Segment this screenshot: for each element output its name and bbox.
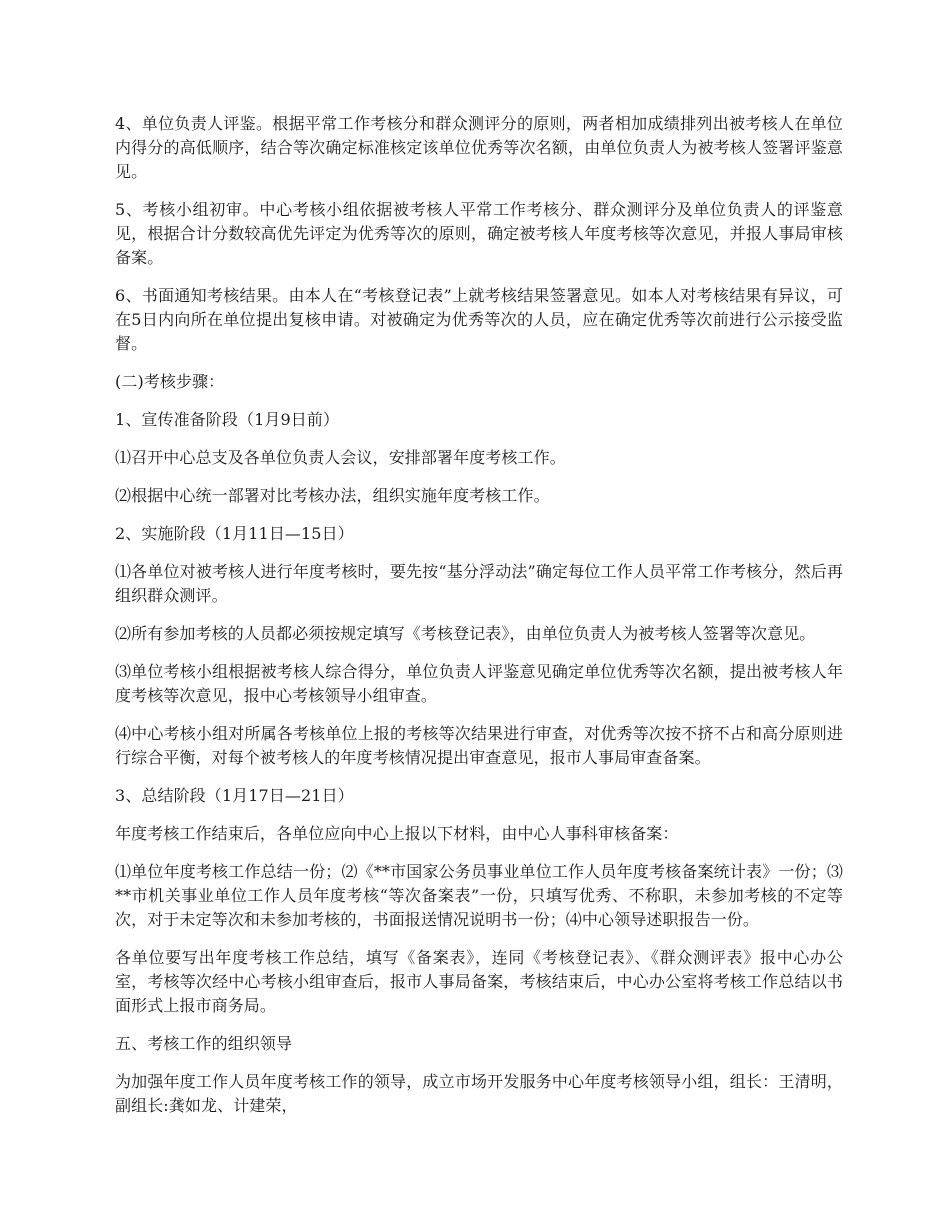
list-item-implementation-3: ⑶单位考核小组根据被考核人综合得分，单位负责人评鉴意见确定单位优秀等次名额，提出被考核人年度考核等次意见，报中心考核领导小组审查。 [115, 662, 843, 705]
paragraph-summary-intro: 年度考核工作结束后，各单位应向中心上报以下材料，由中心人事科审核备案： [115, 824, 679, 843]
section-heading-organization: 五、考核工作的组织领导 [115, 1034, 293, 1053]
paragraph-materials-list: ⑴单位年度考核工作总结一份；⑵《**市国家公务员事业单位工作人员年度考核备案统计表》一份；⑶**市机关事业单位工作人员年度考核“等次备案表”一份，只填写优秀、不称职，未参加考核的不定等次，对于未定等次和未参加考核的，书面报送情况说明书一份；⑷中心领导述职报告一份。 [115, 862, 843, 929]
list-item-preparation-1: ⑴召开中心总支及各单位负责人会议，安排部署年度考核工作。 [115, 448, 566, 467]
step-heading-implementation: 2、实施阶段（1月11日—15日） [115, 524, 354, 543]
step-heading-preparation: 1、宣传准备阶段（1月9日前） [115, 410, 340, 429]
list-item-preparation-2: ⑵根据中心统一部署对比考核办法，组织实施年度考核工作。 [115, 486, 550, 505]
paragraph-preliminary-review: 5、考核小组初审。中心考核小组依据被考核人平常工作考核分、群众测评分及单位负责人的评鉴意见，根据合计分数较高优先评定为优秀等次的原则，确定被考核人年度考核等次意见，并报人事局审核备案。 [115, 200, 843, 267]
paragraph-summary-submission: 各单位要写出年度考核工作总结，填写《备案表》，连同《考核登记表》、《群众测评表》报中心办公室，考核等次经中心考核小组审查后，报市人事局备案，考核结束后，中心办公室将考核工作总结以书面形式上报市商务局。 [115, 948, 843, 1015]
step-heading-summary: 3、总结阶段（1月17日—21日） [115, 786, 354, 805]
list-item-implementation-4: ⑷中心考核小组对所属各考核单位上报的考核等次结果进行审查，对优秀等次按不挤不占和高分原则进行综合平衡，对每个被考核人的年度考核情况提出审查意见，报市人事局审查备案。 [115, 724, 843, 767]
section-heading-assessment-steps: (二)考核步骤： [115, 372, 225, 391]
document-body [115, 112, 843, 1132]
list-item-implementation-2: ⑵所有参加考核的人员都必须按规定填写《考核登记表》，由单位负责人为被考核人签署等次意见。 [115, 624, 816, 643]
paragraph-evaluation-by-unit-head: 4、单位负责人评鉴。根据平常工作考核分和群众测评分的原则，两者相加成绩排列出被考核人在单位内得分的高低顺序，结合等次确定标准核定该单位优秀等次名额，由单位负责人为被考核人签署评鉴意见。 [115, 114, 843, 181]
paragraph-leadership-group: 为加强年度工作人员年度考核工作的领导，成立市场开发服务中心年度考核领导小组，组长：王清明，副组长:龚如龙、计建荣， [115, 1072, 843, 1115]
paragraph-written-notification: 6、书面通知考核结果。由本人在“考核登记表”上就考核结果签署意见。如本人对考核结果有异议，可在5日内向所在单位提出复核申请。对被确定为优秀等次的人员，应在确定优秀等次前进行公示接受监督。 [115, 286, 843, 353]
list-item-implementation-1: ⑴各单位对被考核人进行年度考核时，要先按“基分浮动法”确定每位工作人员平常工作考核分，然后再组织群众测评。 [115, 562, 843, 605]
